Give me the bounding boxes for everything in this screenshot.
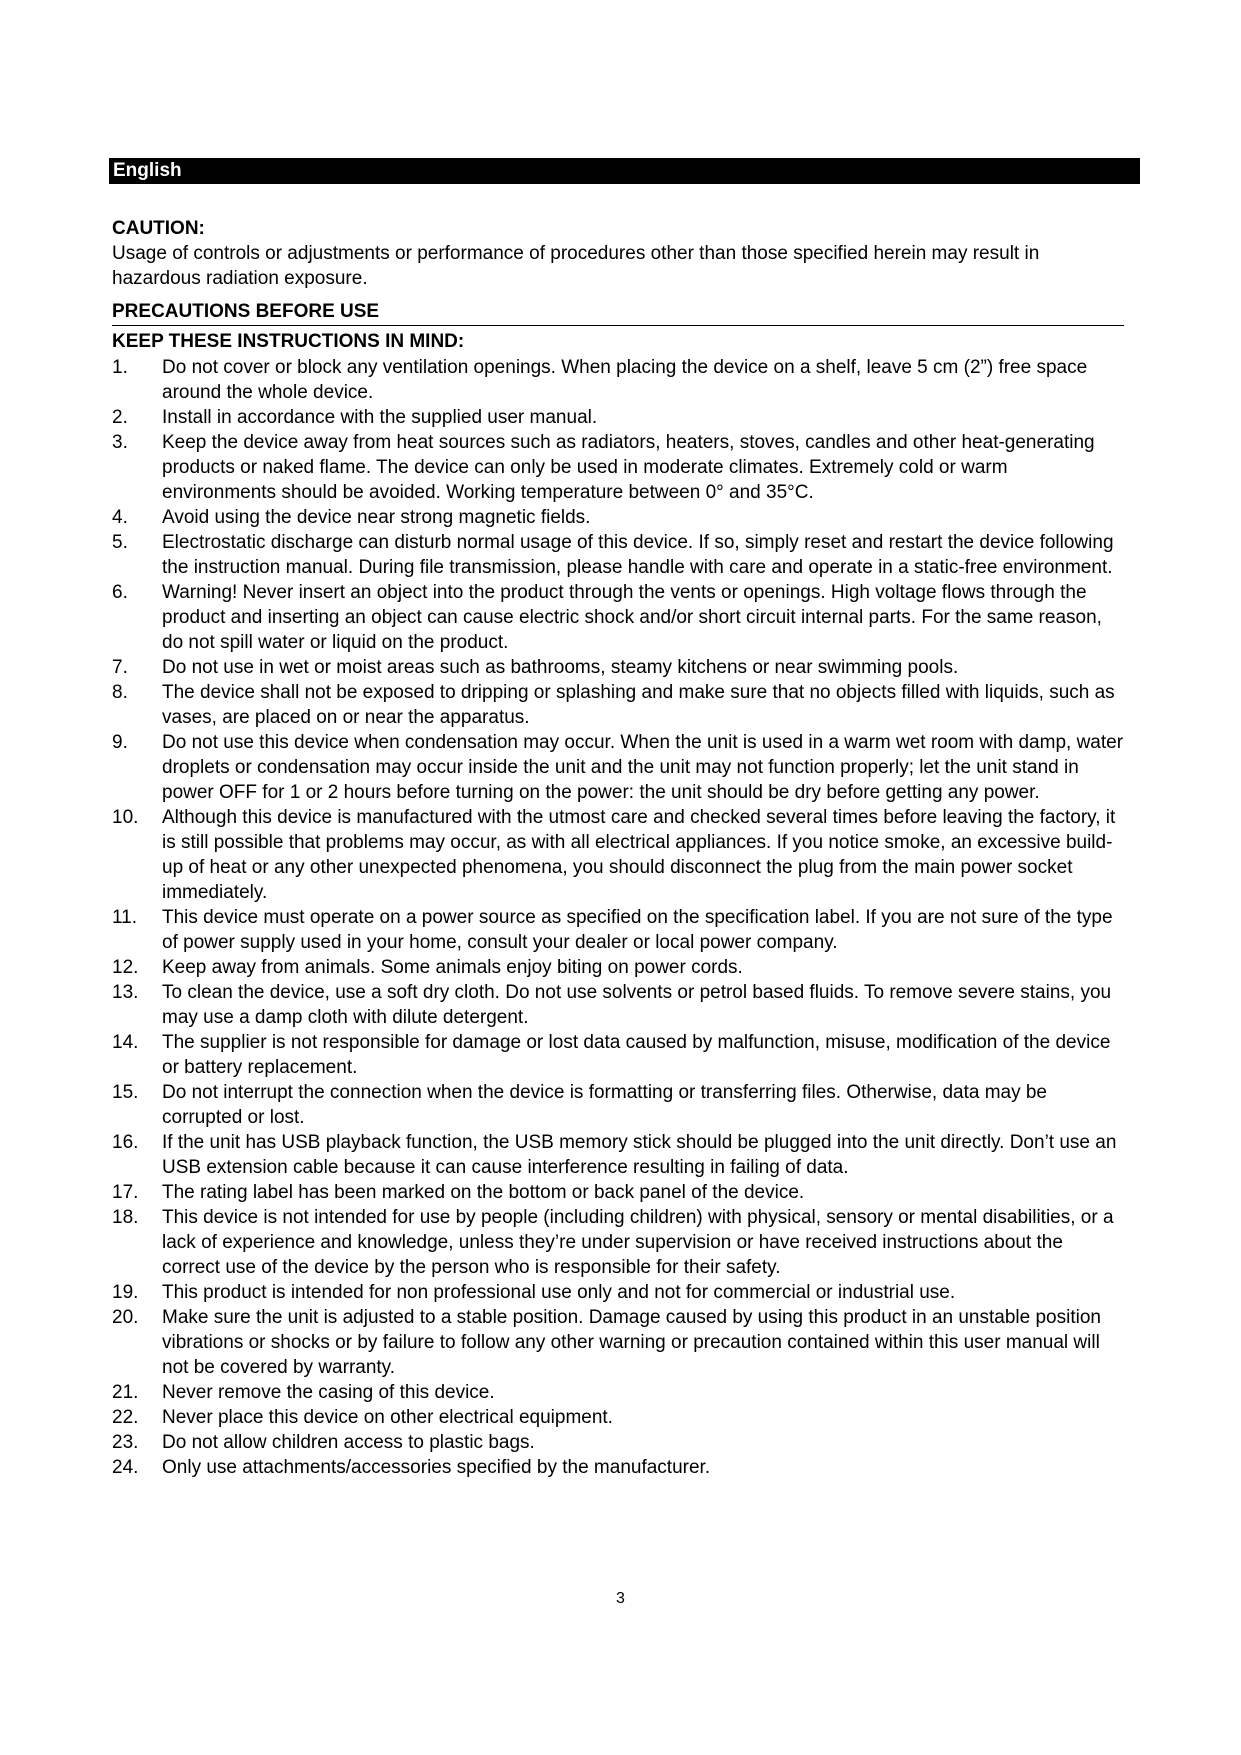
list-item-number: 12. xyxy=(112,957,139,978)
list-item-number: 7. xyxy=(112,657,128,678)
list-item xyxy=(112,980,1124,1030)
document-content xyxy=(112,216,1124,1480)
list-item-text: Avoid using the device near strong magnetic fields. xyxy=(162,507,591,528)
list-item-text: Do not cover or block any ventilation openings. When placing the device on a shelf, leave 5 cm (2”) free space around the whole device. xyxy=(162,357,1088,403)
list-item-text: Warning! Never insert an object into the product through the vents or openings. High voltage flows through the product and inserting an object can cause electric shock and/or short circuit internal parts. For the same reason, do not spill water or liquid on the product. xyxy=(162,582,1102,653)
caution-title: CAUTION: xyxy=(112,218,205,239)
list-item-text: If the unit has USB playback function, the USB memory stick should be plugged into the unit directly. Don’t use an USB extension cable because it can cause interference resulting in failing of data. xyxy=(162,1132,1117,1178)
list-item-number: 11. xyxy=(112,907,138,928)
list-item-text: Install in accordance with the supplied user manual. xyxy=(162,407,598,428)
list-item-number: 17. xyxy=(112,1182,139,1203)
list-item-number: 9. xyxy=(112,732,128,753)
list-item-number: 21. xyxy=(112,1382,139,1403)
caution-text: Usage of controls or adjustments or performance of procedures other than those specified herein may result in hazardous radiation exposure. xyxy=(112,243,1040,289)
list-item xyxy=(112,955,1124,980)
list-item xyxy=(112,1080,1124,1130)
list-item xyxy=(112,680,1124,730)
list-item-number: 18. xyxy=(112,1207,139,1228)
list-item xyxy=(112,1405,1124,1430)
list-item xyxy=(112,1030,1124,1080)
list-item xyxy=(112,1305,1124,1380)
list-item xyxy=(112,1280,1124,1305)
list-item-text: The rating label has been marked on the bottom or back panel of the device. xyxy=(162,1182,805,1203)
list-item xyxy=(112,905,1124,955)
list-item xyxy=(112,405,1124,430)
list-item-number: 4. xyxy=(112,507,128,528)
precautions-list xyxy=(112,355,1124,1480)
list-item-text: This product is intended for non professional use only and not for commercial or industrial use. xyxy=(162,1282,956,1303)
list-item-number: 10. xyxy=(112,807,139,828)
list-item-text: Do not interrupt the connection when the device is formatting or transferring files. Otherwise, data may be corrupted or lost. xyxy=(162,1082,1048,1128)
keep-instructions-title: KEEP THESE INSTRUCTIONS IN MIND: xyxy=(112,331,465,352)
list-item xyxy=(112,580,1124,655)
list-item-text: Never remove the casing of this device. xyxy=(162,1382,495,1403)
list-item xyxy=(112,530,1124,580)
list-item-text: Make sure the unit is adjusted to a stable position. Damage caused by using this product in an unstable position vibrations or shocks or by failure to follow any other warning or precaution contained within this user manual will not be covered by warranty. xyxy=(162,1307,1101,1378)
list-item xyxy=(112,1380,1124,1405)
list-item-text: The device shall not be exposed to dripping or splashing and make sure that no objects filled with liquids, such as vases, are placed on or near the apparatus. xyxy=(162,682,1115,728)
list-item xyxy=(112,1180,1124,1205)
list-item xyxy=(112,505,1124,530)
list-item xyxy=(112,1130,1124,1180)
list-item xyxy=(112,655,1124,680)
list-item-text: Only use attachments/accessories specified by the manufacturer. xyxy=(162,1457,711,1478)
list-item-text: The supplier is not responsible for damage or lost data caused by malfunction, misuse, modification of the device or battery replacement. xyxy=(162,1032,1111,1078)
list-item-text: This device is not intended for use by people (including children) with physical, sensory or mental disabilities, or a lack of experience and knowledge, unless they’re under supervision or have received instructions about the correct use of the device by the person who is responsible for their safety. xyxy=(162,1207,1114,1278)
list-item-number: 14. xyxy=(112,1032,139,1053)
list-item-text: Electrostatic discharge can disturb normal usage of this device. If so, simply reset and restart the device following the instruction manual. During file transmission, please handle with care and operate in a static-free environment. xyxy=(162,532,1114,578)
list-item-text: This device must operate on a power source as specified on the specification label. If you are not sure of the type of power supply used in your home, consult your dealer or local power company. xyxy=(162,907,1113,953)
list-item-number: 23. xyxy=(112,1432,139,1453)
list-item-number: 13. xyxy=(112,982,139,1003)
list-item xyxy=(112,805,1124,905)
list-item-number: 22. xyxy=(112,1407,139,1428)
list-item-number: 2. xyxy=(112,407,128,428)
list-item-text: Do not use this device when condensation may occur. When the unit is used in a warm wet room with damp, water droplets or condensation may occur inside the unit and the unit may not function properly; let the unit stand in power OFF for 1 or 2 hours before turning on the power: the unit should be dry before getting any power. xyxy=(162,732,1124,803)
list-item-number: 3. xyxy=(112,432,128,453)
list-item-number: 20. xyxy=(112,1307,139,1328)
list-item-number: 8. xyxy=(112,682,128,703)
list-item xyxy=(112,355,1124,405)
precautions-title: PRECAUTIONS BEFORE USE xyxy=(112,299,1124,326)
list-item-text: Do not allow children access to plastic bags. xyxy=(162,1432,535,1453)
list-item-number: 15. xyxy=(112,1082,139,1103)
list-item-text: Although this device is manufactured with the utmost care and checked several times before leaving the factory, it is still possible that problems may occur, as with all electrical appliances. If you notice smoke, an excessive build-up of heat or any other unexpected phenomena, you should disconnect the plug from the main power socket immediately. xyxy=(162,807,1116,903)
list-item-text: Keep the device away from heat sources such as radiators, heaters, stoves, candles and other heat-generating products or naked flame. The device can only be used in moderate climates. Extremely cold or warm environments should be avoided. Working temperature between 0° and 35°C. xyxy=(162,432,1095,503)
list-item-number: 16. xyxy=(112,1132,139,1153)
list-item-text: Do not use in wet or moist areas such as bathrooms, steamy kitchens or near swimming pools. xyxy=(162,657,959,678)
list-item xyxy=(112,1430,1124,1455)
list-item-number: 5. xyxy=(112,532,128,553)
list-item-number: 24. xyxy=(112,1457,139,1478)
list-item-text: To clean the device, use a soft dry cloth. Do not use solvents or petrol based fluids. To remove severe stains, you may use a damp cloth with dilute detergent. xyxy=(162,982,1112,1028)
list-item-text: Keep away from animals. Some animals enjoy biting on power cords. xyxy=(162,957,743,978)
list-item xyxy=(112,730,1124,805)
list-item xyxy=(112,1455,1124,1480)
list-item xyxy=(112,1205,1124,1280)
page-number: 3 xyxy=(616,1590,625,1607)
list-item xyxy=(112,430,1124,505)
list-item-number: 1. xyxy=(112,357,128,378)
list-item-number: 19. xyxy=(112,1282,139,1303)
list-item-text: Never place this device on other electrical equipment. xyxy=(162,1407,613,1428)
list-item-number: 6. xyxy=(112,582,128,603)
language-header-bar: English xyxy=(109,158,1140,184)
